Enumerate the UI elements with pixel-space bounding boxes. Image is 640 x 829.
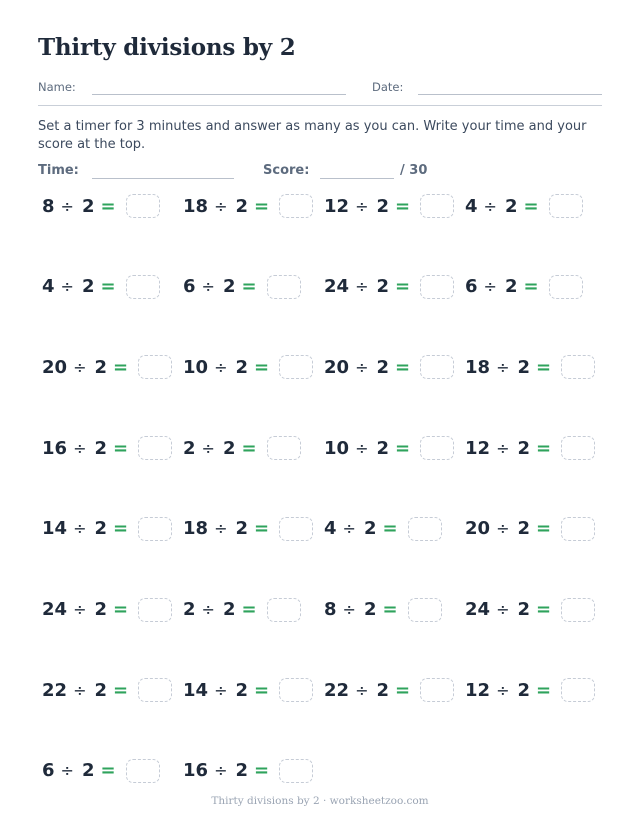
dividend: 6 [42,760,55,782]
division-sign: ÷ [342,600,356,619]
divisor: 2 [222,276,236,298]
answer-box[interactable] [279,759,313,783]
divisor: 2 [235,195,248,217]
equals-sign: = [382,518,398,540]
divisor: 2 [94,518,107,540]
equals-sign: = [523,195,539,217]
divisor: 2 [81,760,95,782]
equals-sign: = [523,276,539,298]
division-sign: ÷ [73,438,87,458]
divisor: 2 [235,760,248,782]
equals-sign: = [395,437,411,459]
division-sign: ÷ [214,357,228,377]
equals-sign: = [536,437,552,459]
answer-box[interactable] [420,678,454,702]
answer-box[interactable] [126,194,160,218]
answer-box[interactable] [408,598,442,622]
answer-box[interactable] [549,194,583,218]
dividend: 4 [324,518,337,540]
division-problem [183,192,313,220]
equals-sign: = [113,679,129,701]
dividend: 12 [465,679,491,701]
division-problem [465,434,595,462]
answer-box[interactable] [279,194,313,218]
answer-box[interactable] [561,517,595,541]
division-problem [42,434,172,462]
division-problem [324,515,442,543]
division-sign: ÷ [355,680,369,700]
division-sign: ÷ [201,438,215,458]
equals-sign: = [100,195,116,217]
dividend: 4 [465,195,478,217]
division-sign: ÷ [483,277,497,297]
division-sign: ÷ [496,438,510,458]
dividend: 2 [183,437,196,459]
page-title: Thirty divisions by 2 [38,34,296,61]
footer: Thirty divisions by 2 · worksheetzoo.com [211,795,429,807]
answer-box[interactable] [138,678,172,702]
instructions: Set a timer for 3 minutes and answer as many as you can. Write your time and your score at the top. [38,119,587,152]
time-score-row [38,162,602,184]
dividend: 8 [324,599,337,620]
answer-box[interactable] [126,759,160,783]
divisor: 2 [376,679,389,701]
division-problem [42,596,172,624]
division-sign: ÷ [496,519,510,539]
dividend: 16 [183,760,209,782]
answer-box[interactable] [267,275,301,299]
equals-sign: = [254,760,270,782]
dividend: 22 [324,679,350,701]
dividend: 22 [42,679,68,701]
divisor: 2 [376,195,389,217]
dividend: 2 [183,599,196,620]
division-sign: ÷ [201,277,215,297]
divisor: 2 [94,599,107,620]
answer-box[interactable] [138,436,172,460]
equals-sign: = [536,679,552,701]
answer-box[interactable] [420,355,454,379]
equals-sign: = [382,599,398,620]
division-sign: ÷ [73,680,87,700]
score-total: / 30 [400,163,428,178]
division-problem [465,676,595,704]
answer-box[interactable] [420,275,454,299]
division-sign: ÷ [73,600,87,619]
divisor: 2 [222,437,236,459]
division-sign: ÷ [355,357,369,377]
answer-box[interactable] [561,598,595,622]
division-sign: ÷ [342,519,356,539]
divisor: 2 [363,599,377,620]
equals-sign: = [536,599,552,620]
division-problem [183,596,301,624]
division-sign: ÷ [496,600,510,619]
dividend: 18 [183,518,209,540]
divisor: 2 [504,195,518,217]
dividend: 12 [324,195,350,217]
equals-sign: = [241,599,257,620]
equals-sign: = [241,437,257,459]
equals-sign: = [113,599,129,620]
division-sign: ÷ [355,196,369,216]
equals-sign: = [536,356,552,378]
equals-sign: = [395,356,411,378]
score-field[interactable] [320,178,394,179]
dividend: 18 [465,356,491,378]
time-label: Time: [38,163,79,178]
answer-box[interactable] [126,275,160,299]
dividend: 12 [465,437,491,459]
dividend: 24 [42,599,68,620]
answer-box[interactable] [420,436,454,460]
equals-sign: = [254,518,270,540]
division-problem [183,676,313,704]
divisor: 2 [376,356,389,378]
divisor: 2 [363,518,377,540]
divisor: 2 [517,518,530,540]
dividend: 18 [183,195,209,217]
division-problem [42,676,172,704]
answer-box[interactable] [138,517,172,541]
division-sign: ÷ [496,680,510,700]
division-problem [465,273,583,301]
divisor: 2 [376,276,389,298]
division-sign: ÷ [214,761,228,781]
divisor: 2 [81,195,95,217]
answer-box[interactable] [279,355,313,379]
division-problem [465,596,595,624]
time-field[interactable] [92,178,234,179]
division-sign: ÷ [355,277,369,297]
dividend: 20 [465,518,491,540]
answer-box[interactable] [561,355,595,379]
answer-box[interactable] [561,436,595,460]
division-problem [42,757,160,785]
dividend: 8 [42,195,55,217]
dividend: 16 [42,437,68,459]
divisor: 2 [517,679,530,701]
dividend: 6 [183,276,196,298]
dividend: 14 [42,518,68,540]
division-problem [324,353,454,381]
name-label: Name: [38,80,76,94]
division-problem [324,596,442,624]
division-problem [42,353,172,381]
division-sign: ÷ [496,357,510,377]
divisor: 2 [517,356,530,378]
dividend: 14 [183,679,209,701]
answer-box[interactable] [138,598,172,622]
dividend: 10 [324,437,350,459]
equals-sign: = [395,195,411,217]
dividend: 10 [183,356,209,378]
equals-sign: = [254,679,270,701]
answer-box[interactable] [267,598,301,622]
division-problem [465,192,583,220]
name-field[interactable] [92,94,346,95]
equals-sign: = [100,760,116,782]
division-sign: ÷ [60,196,74,216]
division-sign: ÷ [355,438,369,458]
name-date-row [38,80,602,102]
equals-sign: = [395,679,411,701]
equals-sign: = [113,356,129,378]
division-problem [42,515,172,543]
answer-box[interactable] [279,678,313,702]
divisor: 2 [94,679,107,701]
divisor: 2 [222,599,236,620]
equals-sign: = [100,276,116,298]
division-sign: ÷ [483,196,497,216]
division-sign: ÷ [214,519,228,539]
equals-sign: = [241,276,257,298]
division-problem [42,273,160,301]
division-problem [183,353,313,381]
division-sign: ÷ [60,761,74,781]
equals-sign: = [254,195,270,217]
dividend: 6 [465,276,478,298]
division-problem [42,192,160,220]
divisor: 2 [504,276,518,298]
division-problem [324,273,454,301]
division-problem [183,273,301,301]
date-field[interactable] [418,94,602,95]
division-sign: ÷ [60,277,74,297]
division-problem [183,515,313,543]
divisor: 2 [81,276,95,298]
answer-box[interactable] [561,678,595,702]
divisor: 2 [517,437,530,459]
date-label: Date: [372,80,404,94]
division-problem [183,757,313,785]
division-sign: ÷ [214,680,228,700]
divisor: 2 [517,599,530,620]
division-sign: ÷ [73,357,87,377]
answer-box[interactable] [408,517,442,541]
equals-sign: = [113,518,129,540]
equals-sign: = [395,276,411,298]
answer-box[interactable] [267,436,301,460]
division-problem [324,676,454,704]
division-sign: ÷ [214,196,228,216]
header-divider [38,105,602,106]
divisor: 2 [94,437,107,459]
dividend: 4 [42,276,55,298]
answer-box[interactable] [279,517,313,541]
division-sign: ÷ [201,600,215,619]
dividend: 20 [42,356,68,378]
answer-box[interactable] [138,355,172,379]
dividend: 24 [324,276,350,298]
division-problem [465,353,595,381]
divisor: 2 [235,356,248,378]
divisor: 2 [376,437,389,459]
division-problem [324,192,454,220]
equals-sign: = [254,356,270,378]
divisor: 2 [235,679,248,701]
dividend: 20 [324,356,350,378]
division-problem [465,515,595,543]
answer-box[interactable] [420,194,454,218]
divisor: 2 [94,356,107,378]
score-label: Score: [263,163,310,178]
equals-sign: = [536,518,552,540]
answer-box[interactable] [549,275,583,299]
equals-sign: = [113,437,129,459]
division-problem [324,434,454,462]
division-sign: ÷ [73,519,87,539]
division-problem [183,434,301,462]
divisor: 2 [235,518,248,540]
dividend: 24 [465,599,491,620]
